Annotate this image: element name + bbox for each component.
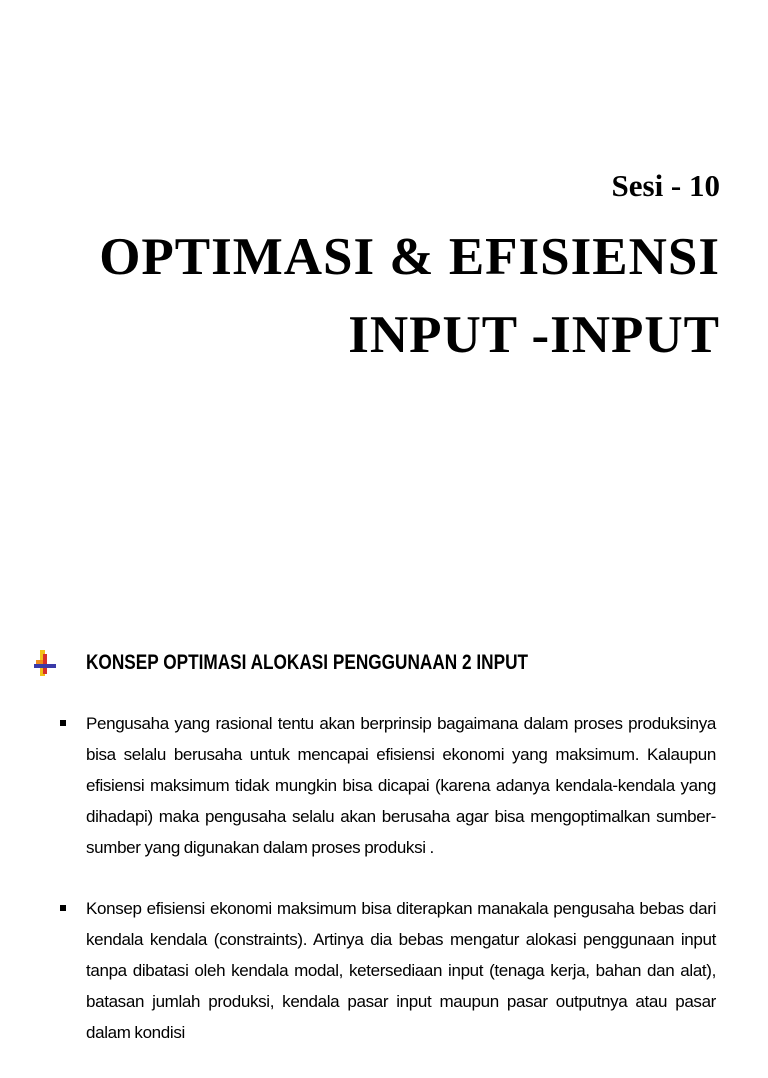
square-bullet-icon <box>60 720 66 726</box>
plus-bullet-icon <box>34 650 56 676</box>
title-line-1: OPTIMASI & EFISIENSI <box>99 228 720 286</box>
list-item <box>56 708 716 863</box>
slide-title <box>99 218 720 374</box>
title-line-2: INPUT -INPUT <box>348 306 720 364</box>
session-label: Sesi - 10 <box>611 168 720 203</box>
bullet-list <box>56 708 716 1078</box>
square-bullet-icon <box>60 905 66 911</box>
bullet-text: Konsep efisiensi ekonomi maksimum bisa diterapkan manakala pengusaha bebas dari kendala kendala (constraints). Artinya dia bebas mengatur alokasi penggunaan input tanpa dibatasi oleh kendala modal, ketersediaan input (tenaga kerja, bahan dan alat), batasan jumlah produksi, kendala pasar input maupun pasar outputnya atau pasar dalam kondisi <box>86 899 716 1042</box>
section-heading-text: KONSEP OPTIMASI ALOKASI PENGGUNAAN 2 INPUT <box>86 651 529 674</box>
list-item <box>56 893 716 1048</box>
bullet-text: Pengusaha yang rasional tentu akan berprinsip bagaimana dalam proses produksinya bisa selalu berusaha untuk mencapai efisiensi ekonomi yang maksimum. Kalaupun efisiensi maksimum tidak mungkin bisa dicapai (karena adanya kendala-kendala yang dihadapi) maka pengusaha selalu akan berusaha agar bisa mengoptimalkan sumber-sumber yang digunakan dalam proses produksi . <box>86 714 716 857</box>
section-heading <box>34 646 625 680</box>
